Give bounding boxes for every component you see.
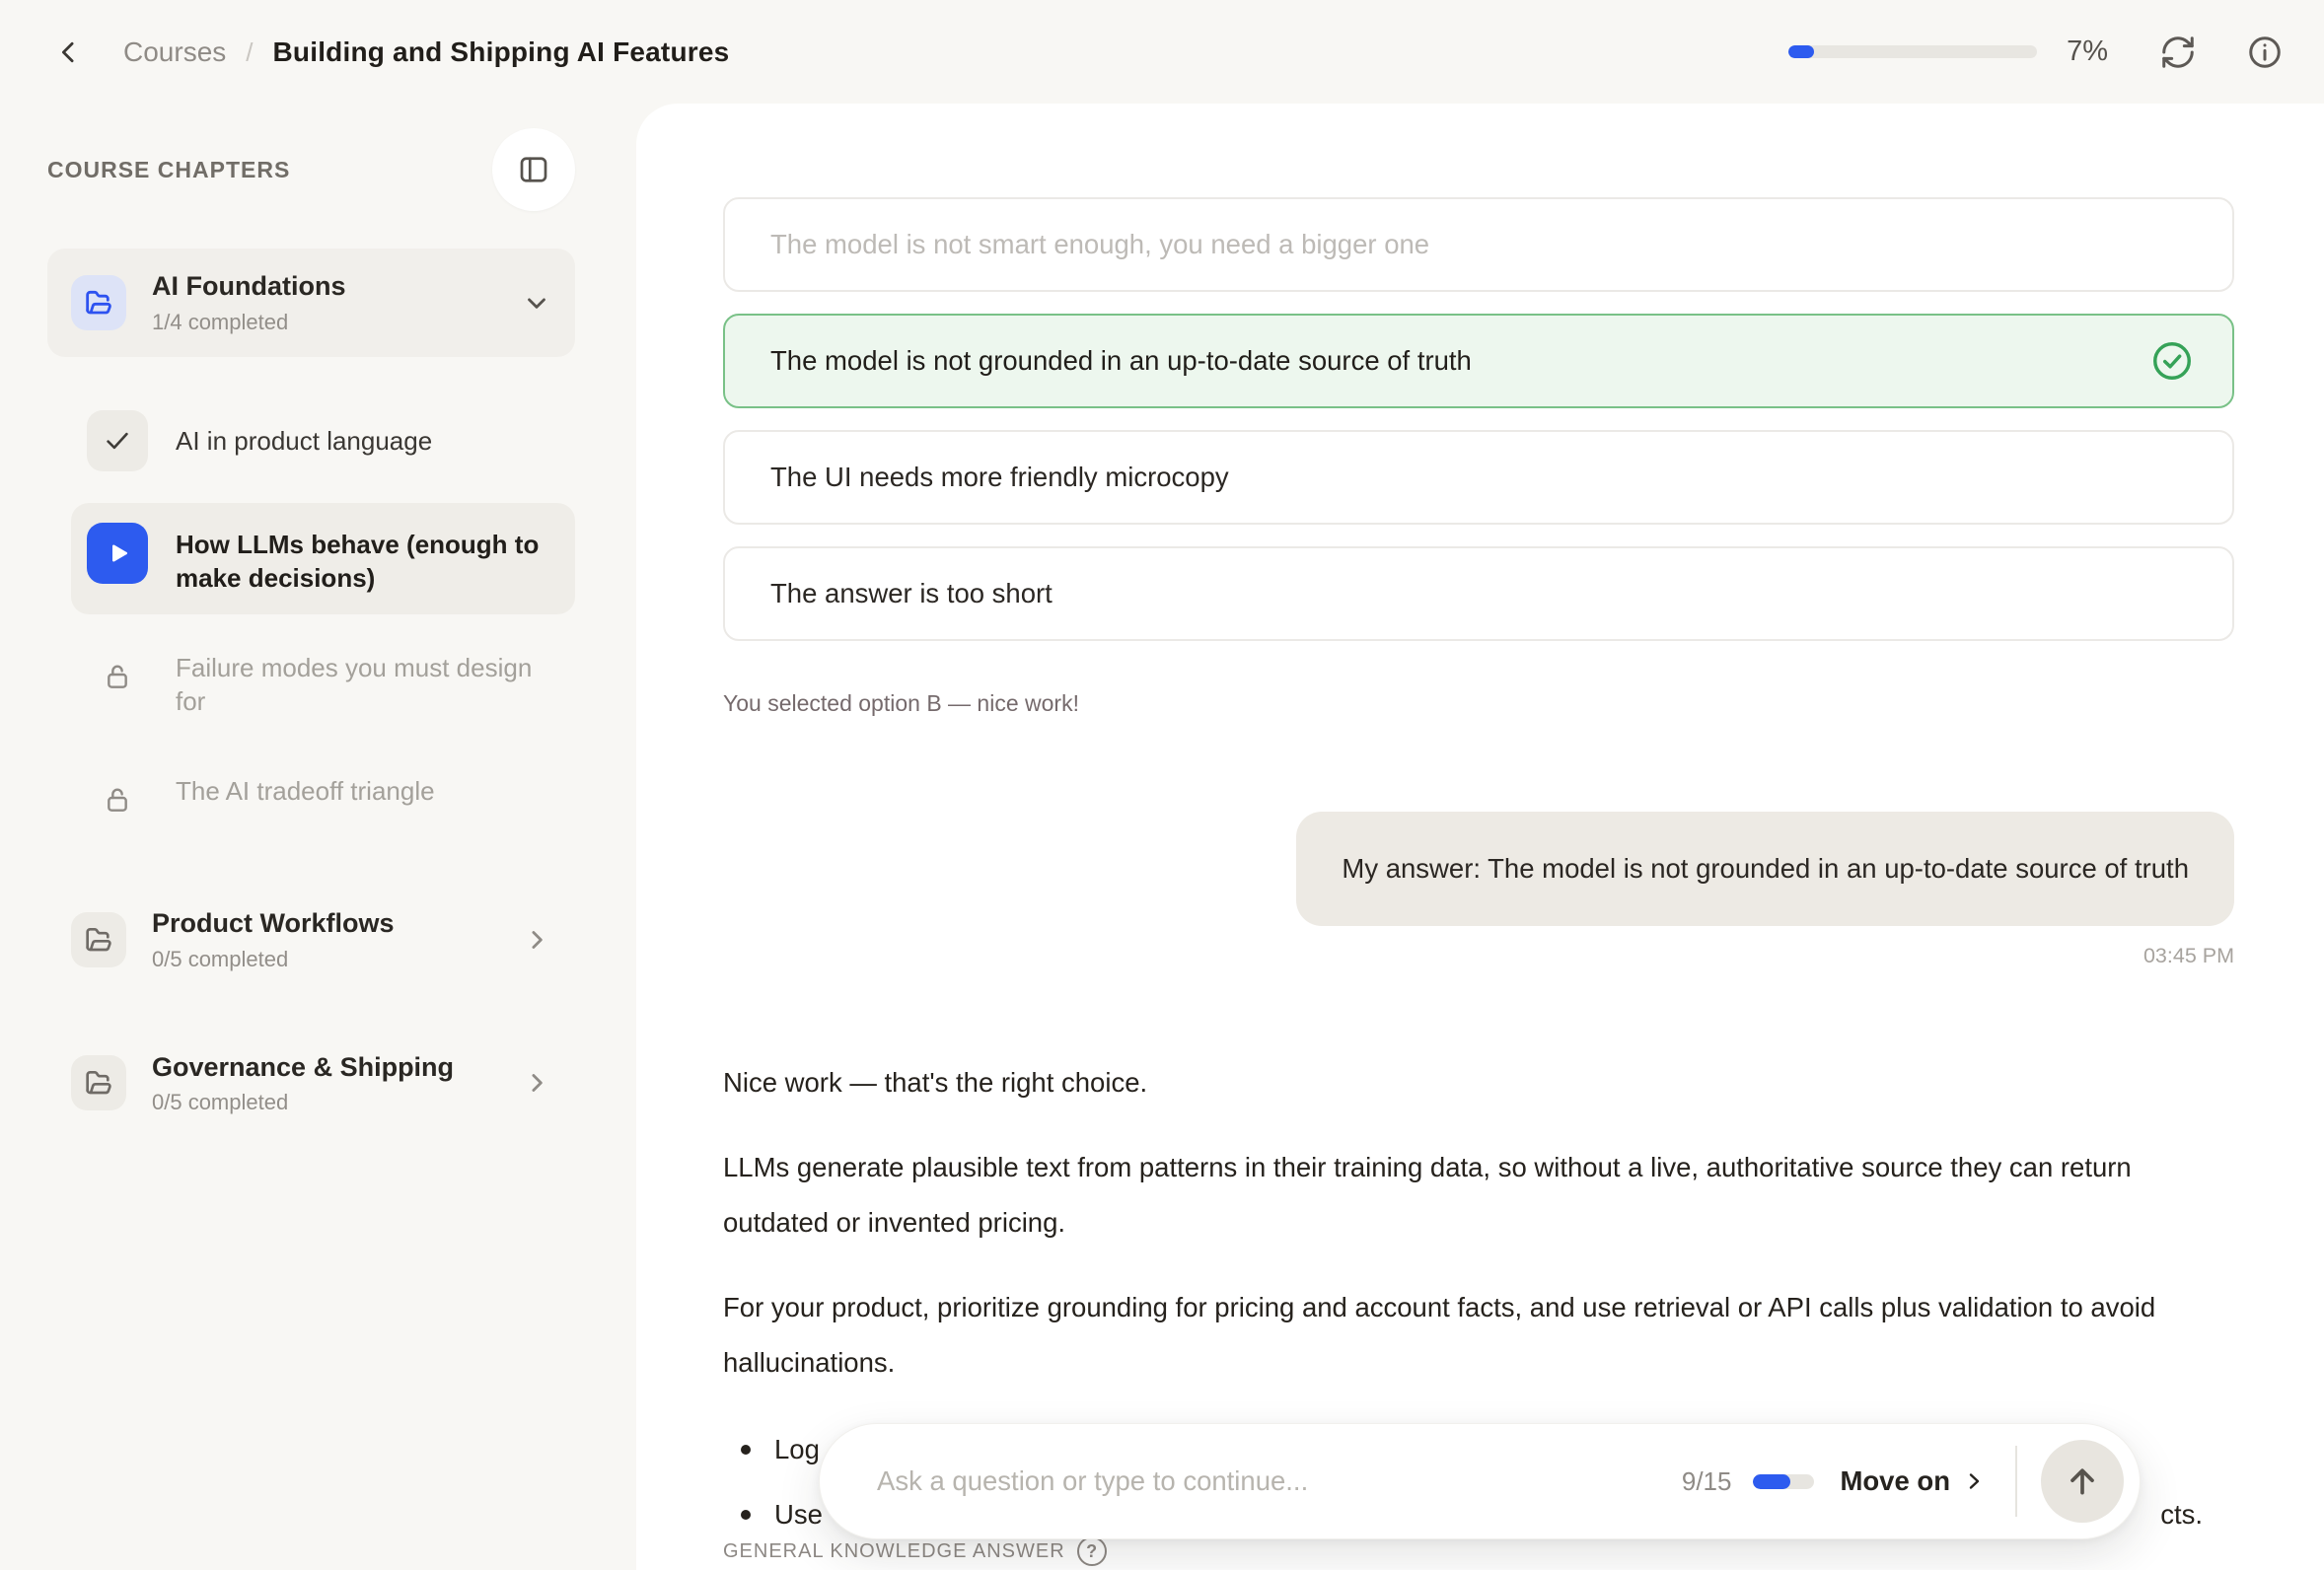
sidebar-lesson-ai-in-product-language[interactable] (71, 391, 575, 491)
sidebar-lesson-failure-modes[interactable] (71, 626, 575, 738)
chapter-texts (152, 907, 496, 972)
send-button[interactable] (2041, 1440, 2124, 1523)
lesson-step-counter: 9/15 (1681, 1465, 1732, 1496)
bullet-text-tail: cts. (2160, 1498, 2203, 1530)
sidebar-title: COURSE CHAPTERS (47, 156, 291, 182)
quiz-option-b-selected[interactable] (723, 314, 2234, 408)
assistant-paragraph: Nice work — that's the right choice. (723, 1066, 1148, 1098)
composer-divider (2015, 1446, 2017, 1517)
quiz-option-label: The UI needs more friendly microcopy (770, 462, 1229, 492)
answer-source-label: GENERAL KNOWLEDGE ANSWER (723, 1539, 1065, 1562)
chevron-right-icon (1962, 1469, 1986, 1493)
lesson-label: Failure modes you must design for (176, 652, 533, 716)
chat-composer (819, 1423, 2141, 1539)
topbar (0, 0, 2324, 104)
sidebar-chapter-governance-shipping[interactable] (47, 1030, 575, 1138)
chapter-texts (152, 270, 496, 335)
lesson-content (636, 104, 2324, 1570)
chapter-progress: 0/5 completed (152, 946, 289, 971)
sidebar-header (47, 128, 575, 211)
chevron-left-icon (54, 36, 84, 69)
help-question-icon[interactable]: ? (1077, 1536, 1107, 1566)
chapter-texts (152, 1051, 496, 1116)
chevron-right-icon (522, 925, 551, 955)
chapter-progress: 1/4 completed (152, 309, 289, 334)
refresh-icon (2159, 34, 2197, 71)
back-button[interactable] (54, 36, 84, 69)
quiz-option-label: The answer is too short (770, 578, 1053, 608)
page-title: Building and Shipping AI Features (272, 36, 730, 67)
move-on-button[interactable] (1840, 1465, 1986, 1497)
quiz-option-label: The model is not grounded in an up-to-date source of truth (770, 345, 1472, 376)
quiz-option-c[interactable] (723, 430, 2234, 525)
quiz-result-note: You selected option B — nice work! (723, 690, 1079, 716)
sidebar-chapter-product-workflows[interactable] (47, 886, 575, 994)
circle-check-icon (2149, 338, 2195, 384)
lesson-label: How LLMs behave (enough to make decisions) (176, 529, 540, 593)
sidebar-lesson-ai-tradeoff-triangle[interactable] (71, 749, 575, 850)
lock-icon (87, 646, 148, 707)
quiz-option-a[interactable] (723, 197, 2234, 292)
chapter-title: AI Foundations (152, 271, 346, 301)
breadcrumb-courses-link[interactable]: Courses (123, 36, 227, 67)
course-chapters-sidebar (0, 104, 636, 1570)
lesson-label: AI in product language (176, 425, 433, 456)
course-progress-bar (1788, 45, 2037, 58)
lock-icon (87, 769, 148, 830)
folder-open-icon (71, 1055, 126, 1110)
breadcrumb-separator: / (246, 36, 254, 67)
chapter-title: Governance & Shipping (152, 1051, 455, 1082)
info-button[interactable] (2246, 34, 2284, 71)
info-icon (2246, 34, 2284, 71)
answer-source-row (723, 1536, 1107, 1566)
user-message-row (723, 812, 2234, 926)
chat-input[interactable] (877, 1465, 1682, 1497)
assistant-paragraph: For your product, prioritize grounding for pricing and account facts, and use retrieval or API calls plus validation to avoid hallucinations. (723, 1291, 2156, 1378)
chapter-title: Product Workflows (152, 907, 395, 938)
breadcrumb (123, 36, 729, 68)
bullet-text: Log (774, 1433, 820, 1464)
course-progress-percent: 7% (2067, 36, 2108, 67)
course-progress-fill (1788, 45, 1814, 58)
sidebar-chapter-ai-foundations[interactable] (47, 249, 575, 357)
quiz-option-d[interactable] (723, 546, 2234, 641)
play-icon (87, 523, 148, 584)
message-timestamp: 03:45 PM (2142, 943, 2234, 967)
lesson-step-progress-bar (1753, 1474, 1814, 1489)
bullet-dot (741, 1445, 751, 1455)
bullet-text: Use (774, 1498, 823, 1530)
chapter-progress: 0/5 completed (152, 1090, 289, 1115)
arrow-up-icon (2063, 1462, 2102, 1501)
sidebar-collapse-button[interactable] (492, 128, 575, 211)
quiz-option-label: The model is not smart enough, you need a bigger one (770, 229, 1430, 259)
chapter-lessons-list (47, 391, 575, 850)
bullet-dot (741, 1510, 751, 1520)
chevron-down-icon (522, 288, 551, 318)
panel-layout-icon (516, 152, 551, 187)
folder-open-icon (71, 275, 126, 330)
check-icon (87, 410, 148, 471)
assistant-paragraph: LLMs generate plausible text from patterns in their training data, so without a live, authoritative source they can return outdated or invented pricing. (723, 1151, 2132, 1238)
chevron-right-icon (522, 1068, 551, 1098)
move-on-label: Move on (1840, 1465, 1950, 1496)
sidebar-lesson-how-llms-behave[interactable] (71, 503, 575, 614)
lesson-label: The AI tradeoff triangle (176, 775, 435, 806)
lesson-step-progress-fill (1753, 1474, 1789, 1489)
lesson-main-panel (636, 104, 2324, 1570)
user-message-bubble: My answer: The model is not grounded in an up-to-date source of truth (1296, 812, 2234, 926)
refresh-button[interactable] (2159, 34, 2197, 71)
folder-open-icon (71, 912, 126, 967)
